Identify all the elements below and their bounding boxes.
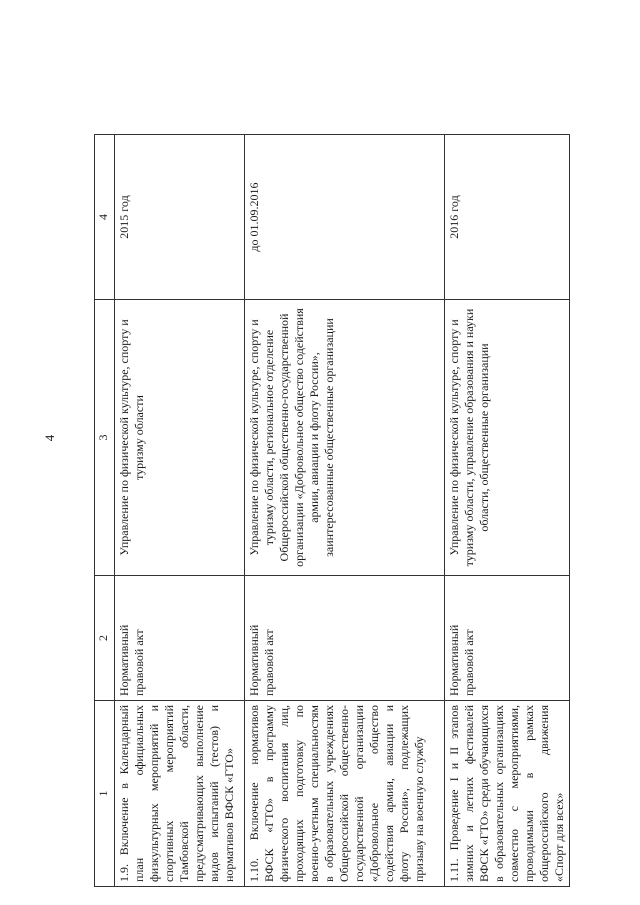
table-row — [245, 135, 445, 887]
item-cell: 1.9. Включение в Календарный план официальных физкультурных мероприятий и спортивных мероприятий Тамбовской области, предусматривающих выполнение видов испытаний (тестов) и нормативов ВФСК «ГТО» — [115, 701, 245, 887]
header-cell-2: 2 — [95, 576, 115, 701]
table-row — [445, 135, 570, 887]
document-cell: Нормативный правовой акт — [115, 576, 245, 701]
table-row — [115, 135, 245, 887]
executors-cell: Управление по физической культуре, спорту и туризму области — [115, 300, 245, 576]
table-header-row — [95, 135, 115, 887]
deadline-cell: 2016 год — [445, 135, 570, 300]
page-number: 4 — [42, 434, 57, 442]
item-cell: 1.11. Проведение I и II этапов зимних и летних фестивалей ВФСК «ГТО» среди обучающихся в образовательных организациях совместно с мероприятиями, проводимыми в рамках общероссийского движения «Спорт для всех» — [445, 701, 570, 887]
header-cell-3: 3 — [95, 300, 115, 576]
header-cell-1: 1 — [95, 701, 115, 887]
deadline-cell: до 01.09.2016 — [245, 135, 445, 300]
document-cell: Нормативный правовой акт — [245, 576, 445, 701]
rotated-table-sheet — [94, 135, 566, 887]
document-cell: Нормативный правовой акт — [445, 576, 570, 701]
executors-cell: Управление по физической культуре, спорту и туризму области, управление образования и науки области, общественные организации — [445, 300, 570, 576]
measures-table — [94, 134, 570, 887]
executors-cell: Управление по физической культуре, спорту и туризму области, региональное отделение Общероссийской общественно-государственной организации «Добровольное общество содействия армии, авиации и флоту России», заинтересованные общественные организации — [245, 300, 445, 576]
deadline-cell: 2015 год — [115, 135, 245, 300]
header-cell-4: 4 — [95, 135, 115, 300]
item-cell: 1.10. Включение нормативов ВФСК «ГТО» в программу физического воспитания лиц, проходящих подготовку по военно-учетным специальностям в образовательных учреждениях Общероссийской общественно-государственной организации «Добровольное общество содействия армии, авиации и флоту России», подлежащих призыву на военную службу — [245, 701, 445, 887]
